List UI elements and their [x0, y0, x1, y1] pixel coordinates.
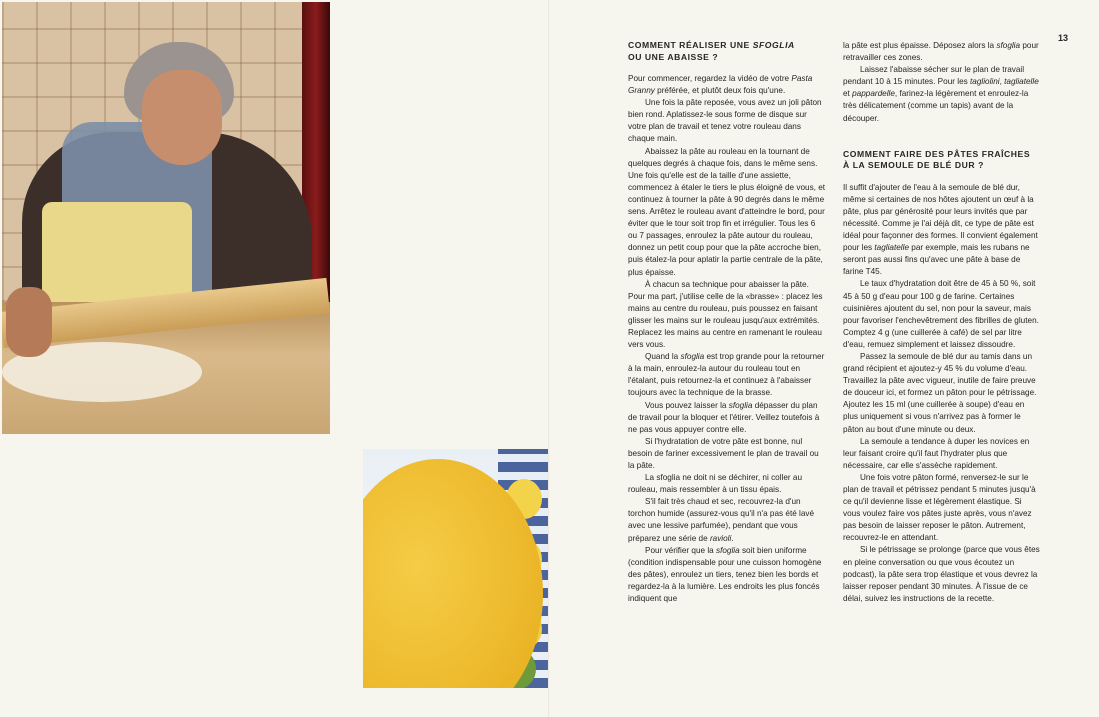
heading-text: À LA SEMOULE DE BLÉ DUR ? — [843, 160, 984, 171]
granny-face — [142, 70, 222, 165]
paragraph: À chacun sa technique pour abaisser la pâte. Pour ma part, j'utilise celle de la «brasse» : placez les mains au centre du rouleau, puis poussez en faisant glisser les mains sur le rouleau jusqu'aux extrémités. Replacez les mains au centre en ramenant le rouleau vers vous. — [628, 279, 823, 350]
paragraph: Pour commencer, regardez la vidéo de votre Pasta Granny préférée, et plutôt deux fois qu'une. — [628, 74, 813, 96]
granny-hand — [6, 287, 52, 357]
photo-granny-rolling-dough — [2, 2, 330, 434]
paragraph: Si le pétrissage se prolonge (parce que vous êtes en pleine conversation ou que vous écoutez un podcast), la pâte sera trop élastique et vous devrez la laisser reposer pendant 30 minutes. À l'issue de ce délai, suivez les instructions de la recette. — [843, 545, 1040, 603]
paragraph: Vous pouvez laisser la sfoglia dépasser du plan de travail pour la bloquer et l'étirer. Veillez toutefois à ne pas vous appuyer contre elle. — [628, 400, 820, 434]
paragraph: S'il fait très chaud et sec, recouvrez-la d'un torchon humide (assurez-vous qu'il n'a pas été lavé avec une lessive parfumée), pendant que vous préparez une série de ravioli. — [628, 497, 815, 543]
paragraph: Pour vérifier que la sfoglia soit bien uniforme (condition indispensable pour une cuisson homogène des pâtes), enroulez un tiers, tenez bien les bords et regardez-la à la lumière. Les endroits les plus foncés indiquent que — [628, 545, 822, 604]
book-gutter — [548, 0, 550, 717]
heading-italic: SFOGLIA — [752, 40, 795, 50]
section-heading-sfoglia — [628, 40, 826, 63]
paragraph: Passez la semoule de blé dur au tamis dans un grand récipient et ajoutez-y 45 % du volume d'eau. Travaillez la pâte avec vigueur, inutile de faire preuve de douceur ici, et formez un pâton pour le pétrissage. Ajoutez les 15 ml (une cuillerée à soupe) d'eau en plus uniquement si vous n'arrivez pas à former le pâton au bout d'une minute ou deux. — [843, 351, 1037, 434]
paragraph: Laissez l'abaisse sécher sur le plan de travail pendant 10 à 15 minutes. Pour les tagliolini, tagliatelle et pappardelle, farinez-la légèrement et enroulez-la très délicatement (comme un tapis) avant de la découper. — [843, 65, 1039, 123]
heading-text: OU UNE ABAISSE ? — [628, 51, 719, 62]
paragraph: Une fois votre pâton formé, renversez-le sur le plan de travail et pétrissez pendant 5 minutes jusqu'à ce qu'il devienne lisse et légèrement élastique. Si vous voulez faire vos pâtes juste après, vous n'avez pas besoin de laisser reposer le pâton. Autrement, recouvrez-le en attendant. — [843, 472, 1036, 543]
paragraph: Quand la sfoglia est trop grande pour la retourner à la main, enroulez-la autour du rouleau tout en l'étalant, puis retournez-la et continuez à l'abaisser toujours avec la technique de la brasse. — [628, 352, 825, 398]
paragraph: La semoule a tendance à duper les novices en leur faisant croire qu'il faut l'hydrater plus que nécessaire, car elle s'assèche rapidement. — [843, 436, 1030, 470]
photo-yellow-pasta-sheet — [363, 449, 548, 688]
paragraph: la pâte est plus épaisse. Déposez alors la sfoglia pour retravailler ces zones. — [843, 41, 1039, 63]
paragraph: Le taux d'hydratation doit être de 45 à 50 %, soit 45 à 50 g d'eau pour 100 g de farine. Certaines cuisinières ajoutent du sel, non pour la saveur, mais pour favoriser l'enchevêtrement des fibrilles de gluten. Comptez 4 g (une cuillerée à café) de sel par litre d'eau, remuez simplement et laissez dissoudre. — [843, 279, 1039, 349]
text-column-right — [843, 40, 1041, 605]
paragraph: Il suffit d'ajouter de l'eau à la semoule de blé dur, même si certaines de nos hôtes ajoutent un œuf à la pâte, plus par générosité pour leurs invités que par nécessité. Comme je l'ai déjà dit, ce type de pâte est idéal pour façonner des formes. Il convient également pour les tagliatelle par exemple, mais les rubans ne seront pas aussi fins qu'avec une pâte à base de farine T45. — [843, 182, 1038, 277]
paragraph: Une fois la pâte reposée, vous avez un joli pâton bien rond. Aplatissez-le sous forme de disque sur votre plan de travail et tenez votre rouleau dans chaque main. — [628, 98, 822, 144]
heading-text: COMMENT FAIRE DES PÂTES FRAÎCHES — [843, 148, 1031, 159]
paragraph: Abaissez la pâte au rouleau en la tournant de quelques degrés à chaque fois, dans le même sens. Une fois qu'elle est de la taille d'une assiette, commencez à étaler le tiers le plus éloigné de vous, et continuez à tourner la pâte à 90 degrés dans le même sens. Arrêtez le rouleau avant d'atteindre le bord, pour éviter que le tour soit trop fin et irrégulier. Tous les 6 ou 7 passages, enroulez la pâte autour du rouleau, donnez un petit coup pour que la pâte accroche bien, puis étalez-la pour aplatir la partie centrale de la pâte, plus épaisse. — [628, 146, 826, 277]
text-column-left — [628, 40, 826, 605]
paragraph: Si l'hydratation de votre pâte est bonne, nul besoin de fariner excessivement le plan de travail ou la pâte. — [628, 436, 819, 470]
heading-text: COMMENT RÉALISER UNE — [628, 40, 753, 50]
section-heading-semoule — [843, 149, 1041, 172]
page-number: 13 — [1058, 33, 1069, 43]
paragraph: La sfoglia ne doit ni se déchirer, ni coller au rouleau, mais ressembler à un tissu épais. — [628, 473, 803, 495]
